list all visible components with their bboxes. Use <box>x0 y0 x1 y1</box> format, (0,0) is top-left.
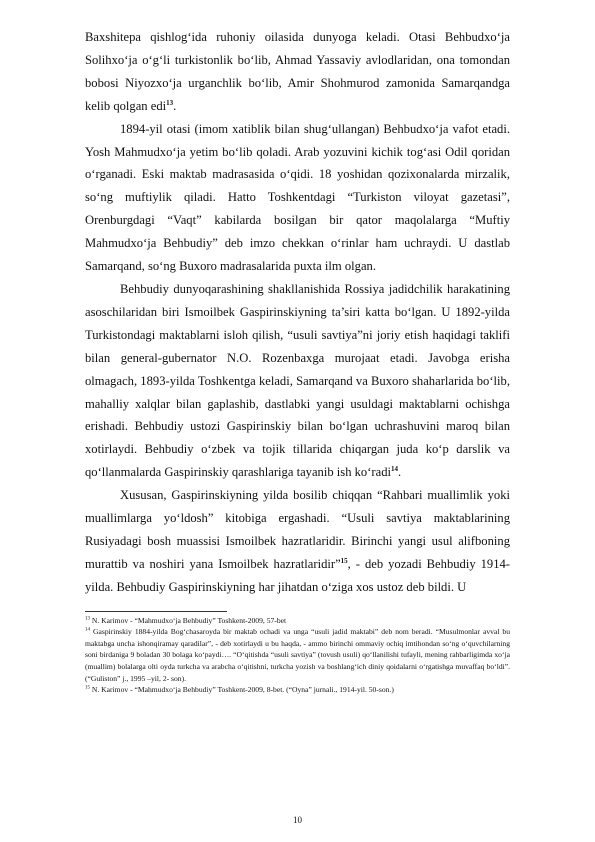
body-paragraph-3: Behbudiy dunyoqarashining shakllanishida Rossiya jadidchilik harakatining asoschilaridan biri Ismoilbek Gaspirinskiyning ta’siri katta bo‘lgan. U 1892-yilda Turkistondagi maktablarni isloh qilish, “usuli savtiya”ni joriy etish haqidagi taklifi bilan general-gubernator N.O. Rozenbaxga murojaat etadi. Javobga erisha olmagach, 1893-yilda Toshkentga keladi, Samarqand va Buxoro shaharlarida bo‘lib, mahalliy xalqlar bilan gaplashib, dastlabki yangi usuldagi maktablarni ochishga erishadi. Behbudiy ustozi Gaspirinskiy bilan bo‘lgan uchrashuvini maroq bilan xotirlaydi. Behbudiy o‘zbek va tojik tillarida chiqargan juda ko‘p darslik va qo‘llanmalarda Gaspirinskiy qarashlariga tayanib ish ko‘radi$^{14}$. <box>85 281 510 480</box>
page-number: 10 <box>293 815 302 825</box>
footnote-13: $^{13}$ N. Karimov - “Mahmudxo‘ja Behbudiy” Toshkent-2009, 57-bet <box>85 615 287 625</box>
body-paragraph-1: Baxshitepa qishlog‘ida ruhoniy oilasida dunyoga keladi. Otasi Behbudxo‘ja Solihxo‘ja o‘g‘li turkistonlik bo‘lib, Ahmad Yassaviy avlodlaridan, ona tomondan bobosi Niyozxo‘ja urganchlik bo‘lib, Amir Shohmurod zamonida Samarqandga kelib qolgan edi$^{13}$. <box>85 30 510 113</box>
body-paragraph-2: 1894-yil otasi (imom xatiblik bilan shug‘ullangan) Behbudxo‘ja vafot etadi. Yosh Mahmudxo‘ja yetim bo‘lib qoladi. Arab yozuvini kichik tog‘asi Odil qoridan o‘rganadi. Eski maktab madrasasida o‘qidi. 18 yoshidan qozixonalarda mirzalik, so‘ng muftiylik qiladi. Hatto Toshkentdagi “Turkiston viloyat gazetasi”, Orenburgdagi “Vaqt” kabilarda bosilgan bir qator maqolalarga “Muftiy Mahmudxo‘ja Behbudiy” deb imzo chekkan o‘rinlar ham uchraydi. U dastlab Samarqand, so‘ng Buxoro madrasalarida puxta ilm olgan. <box>85 121 510 274</box>
footnote-ref-15[interactable]: 15 <box>340 556 348 565</box>
footnote-ref-13[interactable]: 13 <box>166 98 174 107</box>
footnote-14: $^{14}$ Gaspirinskiy 1884-yilda Bog‘chasaroyda bir maktab ochadi va unga “usuli jadid maktabi” deb nom beradi. “Musulmonlar avval bu maktabga uncha ishonqiramay qaradilar”, - deb xotirlaydi u bu haqda, - ammo birinchi ommaviy ochiq imtihondan so‘ng o‘quvchilarning soni birdaniga 9 boladan 30 bolaga ko‘paydi…. “O‘qitishda “usuli savtiya” (tovush usuli) qo‘llanilishi tufayli, mening rahbarligimda xo‘ja (muallim) bolalarga olti oyda turkcha va arabcha o‘qitishni, turkcha yozish va boshlang‘ich diniy qoidalarni o‘rgatishga muvaffaq bo‘ldi”. (“Guliston” j., 1995 –yil, 2- son). <box>85 627 510 683</box>
body-paragraph-4: Xususan, Gaspirinskiyning yilda bosilib chiqqan “Rahbari muallimlik yoki muallimlarga yo‘ldosh” kitobiga ergashadi. “Usuli savtiya maktablarining Rusiyadagi bosh muassisi Ismoilbek hazratlaridir. Birinchi yangi usul alifboning murattib va noshiri yana Ismoilbek hazratlaridir”$^{15}$, - deb yozadi Behbudiy 1914-yilda. Behbudiy Gaspirinskiyning har jihatdan o‘ziga xos ustoz deb bildi. U <box>85 488 510 594</box>
document-page <box>85 26 510 696</box>
footnote-15: $^{15}$ N. Karimov - “Mahmudxo‘ja Behbudiy” Toshkent-2009, 8-bet. (“Oyna” jurnali., 1914-yil. 50-son.) <box>85 685 394 695</box>
footnote-ref-14[interactable]: 14 <box>391 465 399 474</box>
footnote-separator <box>85 611 227 612</box>
